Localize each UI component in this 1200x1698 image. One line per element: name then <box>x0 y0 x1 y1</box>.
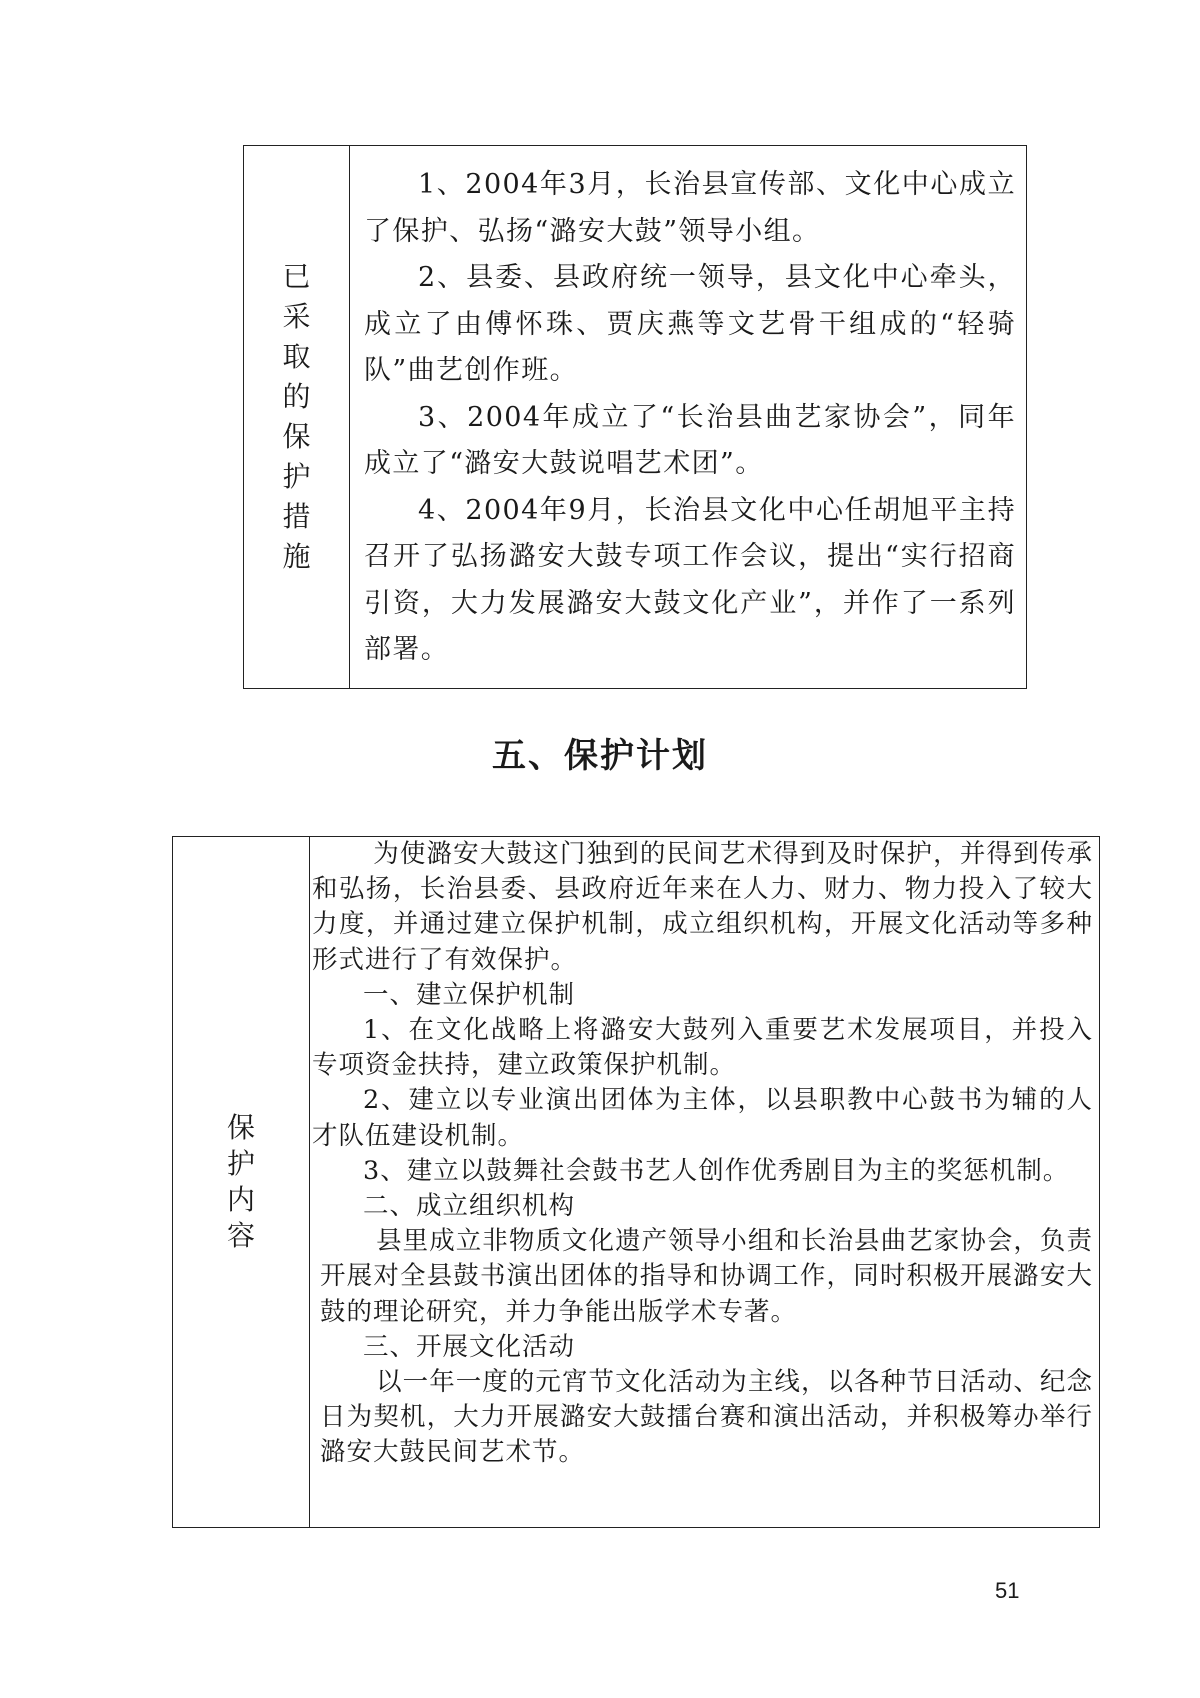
measure-item-2: 2、县委、县政府统一领导，县文化中心牵头，成立了由傅怀珠、贾庆燕等文艺骨干组成的“轻骑队”曲艺创作班。 <box>364 262 1016 386</box>
measure-item-3: 3、2004年成立了“长治县曲艺家协会”，同年成立了“潞安大鼓说唱艺术团”。 <box>364 401 1016 479</box>
plan-content-cell <box>310 837 1100 1528</box>
plan-heading-2-text: 县里成立非物质文化遗产领导小组和长治县曲艺家协会，负责开展对全县鼓书演出团体的指导和协调工作，同时积极开展潞安大鼓的理论研究，并力争能出版学术专著。 <box>320 1226 1093 1327</box>
page-number: 51 <box>995 1578 1020 1603</box>
plan-label: 保护内容 <box>226 1111 255 1252</box>
measures-label-cell <box>244 146 350 689</box>
plan-heading-3-text: 以一年一度的元宵节文化活动为主线，以各种节日活动、纪念日为契机，大力开展潞安大鼓擂台赛和演出活动，并积极筹办举行潞安大鼓民间艺术节。 <box>320 1367 1093 1468</box>
plan-intro: 为使潞安大鼓这门独到的民间艺术得到及时保护，并得到传承和弘扬，长治县委、县政府近年来在人力、财力、物力投入了较大力度，并通过建立保护机制，成立组织机构，开展文化活动等多种形式进行了有效保护。 <box>312 839 1093 975</box>
measure-item-4: 4、2004年9月，长治县文化中心任胡旭平主持召开了弘扬潞安大鼓专项工作会议，提出“实行招商引资，大力发展潞安大鼓文化产业”，并作了一系列部署。 <box>364 494 1016 665</box>
measure-item-1: 1、2004年3月，长治县宣传部、文化中心成立了保护、弘扬“潞安大鼓”领导小组。 <box>364 169 1016 247</box>
measures-content-cell <box>350 146 1027 689</box>
plan-heading-1-item-1: 1、在文化战略上将潞安大鼓列入重要艺术发展项目，并投入专项资金扶持，建立政策保护机制。 <box>312 1015 1093 1081</box>
measures-table <box>243 145 1027 689</box>
plan-label-cell <box>173 837 310 1528</box>
section-title: 五、保护计划 <box>492 736 708 776</box>
plan-heading-3: 三、开展文化活动 <box>363 1331 576 1362</box>
plan-heading-2: 二、成立组织机构 <box>363 1191 576 1222</box>
measures-label: 已采取的保护措施 <box>282 259 311 573</box>
plan-heading-1: 一、建立保护机制 <box>363 979 576 1010</box>
plan-table <box>172 836 1100 1528</box>
plan-heading-1-item-2: 2、建立以专业演出团体为主体，以县职教中心鼓书为辅的人才队伍建设机制。 <box>312 1085 1093 1151</box>
plan-heading-1-item-3: 3、建立以鼓舞社会鼓书艺人创作优秀剧目为主的奖惩机制。 <box>363 1155 1070 1186</box>
